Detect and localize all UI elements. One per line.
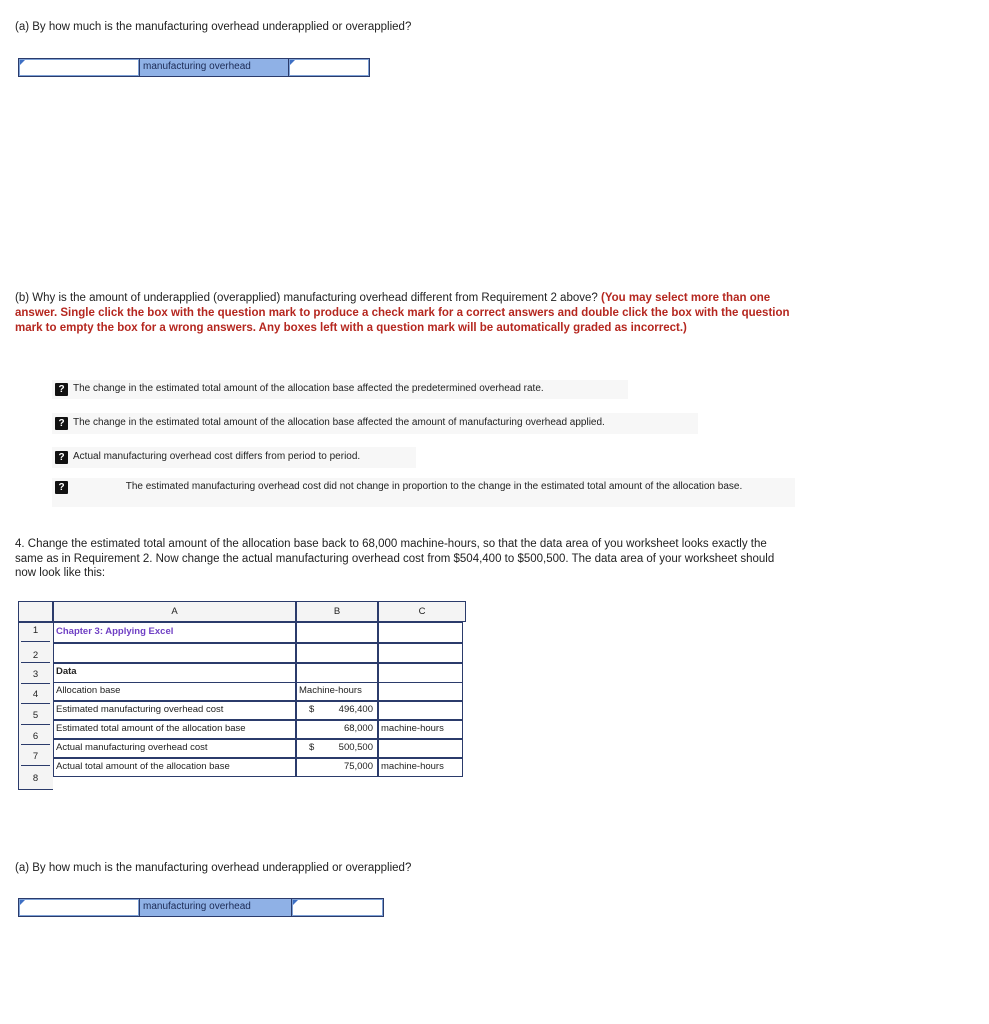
cell-c5 bbox=[378, 701, 463, 720]
cell-b4: Machine-hours bbox=[296, 682, 378, 701]
cell-c2 bbox=[378, 643, 463, 663]
cell-c7 bbox=[378, 739, 463, 758]
col-header-c: C bbox=[378, 601, 466, 622]
requirement-4-text: 4. Change the estimated total amount of the allocation base back to 68,000 machine-hours, so that the data area of you worksheet looks exactly the same as in Requirement 2. Now change the actual manufacturing overhead cost from $504,400 to $500,500. The data area of your worksheet should now look like this: bbox=[15, 538, 775, 579]
cell-b5 bbox=[296, 701, 378, 720]
dropdown-indicator-icon bbox=[20, 900, 25, 905]
currency-symbol: $ bbox=[309, 704, 315, 715]
answer-label-a-1: manufacturing overhead bbox=[139, 59, 289, 76]
cell-a8: Actual total amount of the allocation base bbox=[53, 758, 296, 777]
corner-cell bbox=[18, 601, 53, 622]
row-number-3: 3 bbox=[32, 669, 39, 680]
answer-label-a-2: manufacturing overhead bbox=[139, 899, 292, 916]
amount-input-a-2[interactable] bbox=[19, 899, 139, 916]
cell-b8-value: 75,000 bbox=[343, 761, 373, 772]
question-b-text: (b) Why is the amount of underapplied (overapplied) manufacturing overhead different from Requirement 2 above? bbox=[15, 292, 598, 304]
cell-c8: machine-hours bbox=[378, 758, 463, 777]
sheet-title: Chapter 3: Applying Excel bbox=[56, 626, 174, 637]
checkbox-question-icon[interactable]: ? bbox=[55, 481, 68, 494]
cell-a4: Allocation base bbox=[53, 682, 296, 701]
option-1 bbox=[52, 380, 628, 399]
col-header-a: A bbox=[53, 601, 296, 622]
cell-b7-value: 500,500 bbox=[338, 742, 373, 753]
row-divider bbox=[21, 641, 50, 642]
cell-a6: Estimated total amount of the allocation base bbox=[53, 720, 296, 739]
col-header-b: B bbox=[296, 601, 378, 622]
option-4-text: The estimated manufacturing overhead cost did not change in proportion to the change in the estimated total amount of the allocation base. bbox=[125, 481, 743, 492]
row-divider bbox=[21, 744, 50, 745]
dropdown-indicator-icon bbox=[20, 60, 25, 65]
cell-c4 bbox=[378, 682, 463, 701]
row-number-2: 2 bbox=[32, 650, 39, 661]
cell-b3 bbox=[296, 663, 378, 682]
row-divider bbox=[21, 765, 50, 766]
cell-a1 bbox=[53, 622, 296, 643]
cell-a5: Estimated manufacturing overhead cost bbox=[53, 701, 296, 720]
row-number-5: 5 bbox=[32, 710, 39, 721]
cell-a3 bbox=[53, 663, 296, 682]
checkbox-question-icon[interactable]: ? bbox=[55, 417, 68, 430]
checkbox-question-icon[interactable]: ? bbox=[55, 383, 68, 396]
dropdown-indicator-icon bbox=[293, 900, 298, 905]
currency-symbol: $ bbox=[309, 742, 315, 753]
row-number-6: 6 bbox=[32, 731, 39, 742]
cell-c3 bbox=[378, 663, 463, 682]
cell-b6-value: 68,000 bbox=[343, 723, 373, 734]
cell-c6: machine-hours bbox=[378, 720, 463, 739]
cell-b5-value: 496,400 bbox=[338, 704, 373, 715]
answer-row-a-2 bbox=[18, 898, 384, 917]
row-divider bbox=[21, 683, 50, 684]
checkbox-question-icon[interactable]: ? bbox=[55, 451, 68, 464]
row-divider bbox=[21, 724, 50, 725]
status-input-a-2[interactable] bbox=[292, 899, 383, 916]
amount-input-a-1[interactable] bbox=[19, 59, 139, 76]
row-number-8: 8 bbox=[32, 773, 39, 784]
row-divider bbox=[21, 662, 50, 663]
question-a-2: (a) By how much is the manufacturing overhead underapplied or overapplied? bbox=[15, 862, 412, 874]
option-3 bbox=[52, 447, 416, 468]
cell-b7 bbox=[296, 739, 378, 758]
option-2-text: The change in the estimated total amount of the allocation base affected the amount of manufacturing overhead applied. bbox=[73, 417, 605, 428]
status-input-a-1[interactable] bbox=[289, 59, 369, 76]
cell-b2 bbox=[296, 643, 378, 663]
option-2 bbox=[52, 413, 698, 434]
cell-a2 bbox=[53, 643, 296, 663]
question-a-1: (a) By how much is the manufacturing overhead underapplied or overapplied? bbox=[15, 21, 412, 33]
answer-row-a-1 bbox=[18, 58, 370, 77]
cell-b8 bbox=[296, 758, 378, 777]
row-number-1: 1 bbox=[32, 625, 39, 636]
question-b-instructions: (You may select more than one answer. Single click the box with the question mark to produce a check mark for a correct answers and double click the box with the question mark to empty the box for a wrong answers. Any boxes left with a question mark will be automatically graded as incorrect.) bbox=[15, 292, 790, 334]
cell-b6 bbox=[296, 720, 378, 739]
cell-a7: Actual manufacturing overhead cost bbox=[53, 739, 296, 758]
option-4 bbox=[52, 478, 795, 507]
cell-b1 bbox=[296, 622, 378, 643]
dropdown-indicator-icon bbox=[290, 60, 295, 65]
option-1-text: The change in the estimated total amount of the allocation base affected the predetermined overhead rate. bbox=[73, 383, 544, 394]
row-number-7: 7 bbox=[32, 751, 39, 762]
data-label: Data bbox=[56, 666, 77, 677]
cell-c1 bbox=[378, 622, 463, 643]
option-3-text: Actual manufacturing overhead cost differs from period to period. bbox=[73, 451, 361, 462]
row-divider bbox=[21, 703, 50, 704]
row-number-4: 4 bbox=[32, 689, 39, 700]
question-b bbox=[15, 291, 790, 336]
